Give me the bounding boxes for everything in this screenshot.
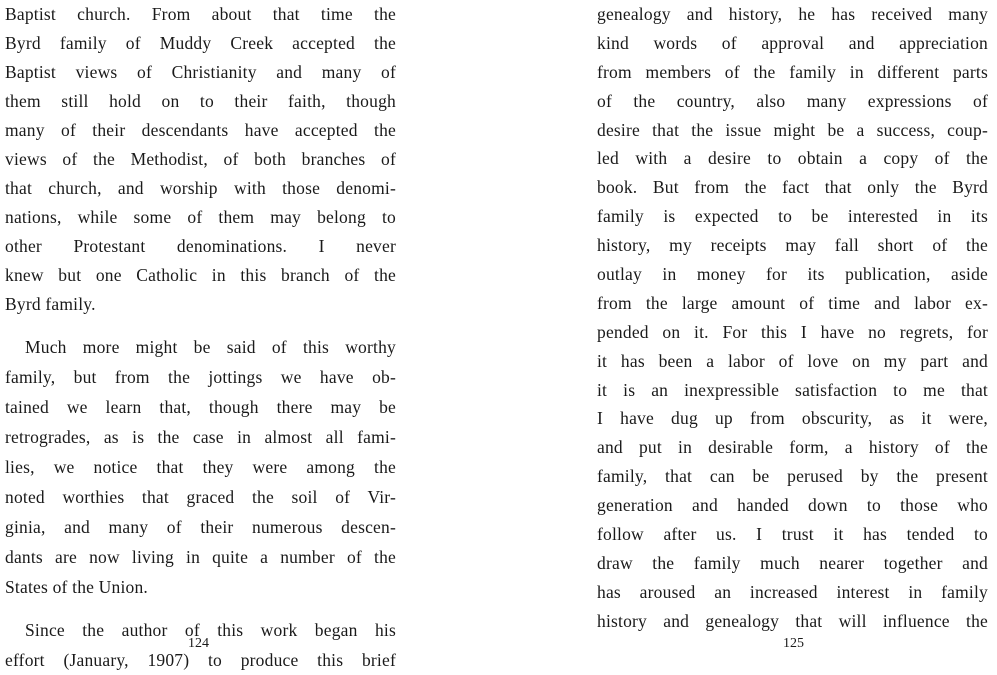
text-line: tained we learn that, though there may be: [5, 397, 396, 417]
text-line: them still hold on to their faith, though: [5, 91, 396, 111]
text-line: outlay in money for its publication, aside: [597, 264, 988, 285]
paragraph: [5, 0, 396, 319]
text-line: has aroused an increased interest in family: [597, 581, 988, 602]
text-line: from the large amount of time and labor ex-: [597, 292, 988, 313]
text-line: nations, while some of them may belong to: [5, 207, 396, 227]
text-line: Byrd family.: [5, 294, 96, 314]
text-line: family, that can be perused by the present: [597, 466, 988, 487]
text-line: Byrd family of Muddy Creek accepted the: [5, 33, 396, 53]
text-line: views of the Methodist, of both branches of: [5, 149, 396, 169]
text-line: genealogy and history, he has received many: [597, 4, 988, 24]
text-line: of the country, also many expressions of: [597, 90, 988, 111]
text-line: from members of the family in different parts: [597, 61, 988, 82]
text-line: that church, and worship with those denomi-: [5, 178, 396, 198]
text-line: dants are now living in quite a number of the: [5, 547, 396, 567]
right-page: [597, 0, 988, 636]
text-line: noted worthies that graced the soil of Vir-: [5, 487, 396, 507]
text-line: follow after us. I trust it has tended to: [597, 524, 988, 545]
text-line: Baptist church. From about that time the: [5, 4, 396, 24]
text-line: effort (January, 1907) to produce this brief: [5, 650, 396, 670]
paragraph: [5, 332, 396, 602]
text-line: it has been a labor of love on my part and: [597, 350, 988, 371]
text-line: family is expected to be interested in its: [597, 206, 988, 227]
page-number-right: 125: [783, 636, 804, 651]
text-line: pended on it. For this I have no regrets, for: [597, 321, 988, 342]
text-line: kind words of approval and appreciation: [597, 32, 988, 53]
text-line: States of the Union.: [5, 577, 149, 597]
text-line: Much more might be said of this worthy: [25, 337, 396, 357]
text-line: history, my receipts may fall short of the: [597, 235, 988, 256]
text-line: Baptist views of Christianity and many of: [5, 62, 396, 82]
page-number-left: 124: [188, 636, 209, 651]
text-line: Since the author of this work began his: [25, 620, 396, 640]
left-page: [5, 0, 396, 675]
text-line: desire that the issue might be a success, coup-: [597, 119, 988, 140]
text-line: family, but from the jottings we have ob-: [5, 367, 396, 387]
text-line: history and genealogy that will influence the: [597, 610, 988, 631]
text-line: other Protestant denominations. I never: [5, 236, 396, 256]
text-line: retrogrades, as is the case in almost all fami-: [5, 427, 396, 447]
text-line: lies, we notice that they were among the: [5, 457, 396, 477]
text-line: knew but one Catholic in this branch of the: [5, 265, 396, 285]
text-line: ginia, and many of their numerous descen-: [5, 517, 396, 537]
text-line: and put in desirable form, a history of the: [597, 437, 988, 458]
text-line: it is an inexpressible satisfaction to me that: [597, 379, 988, 400]
text-line: many of their descendants have accepted the: [5, 120, 396, 140]
text-line: draw the family much nearer together and: [597, 552, 988, 573]
text-line: I have dug up from obscurity, as it were,: [597, 408, 988, 429]
text-line: led with a desire to obtain a copy of the: [597, 148, 988, 169]
text-line: generation and handed down to those who: [597, 495, 988, 516]
text-line: book. But from the fact that only the Byrd: [597, 177, 988, 198]
